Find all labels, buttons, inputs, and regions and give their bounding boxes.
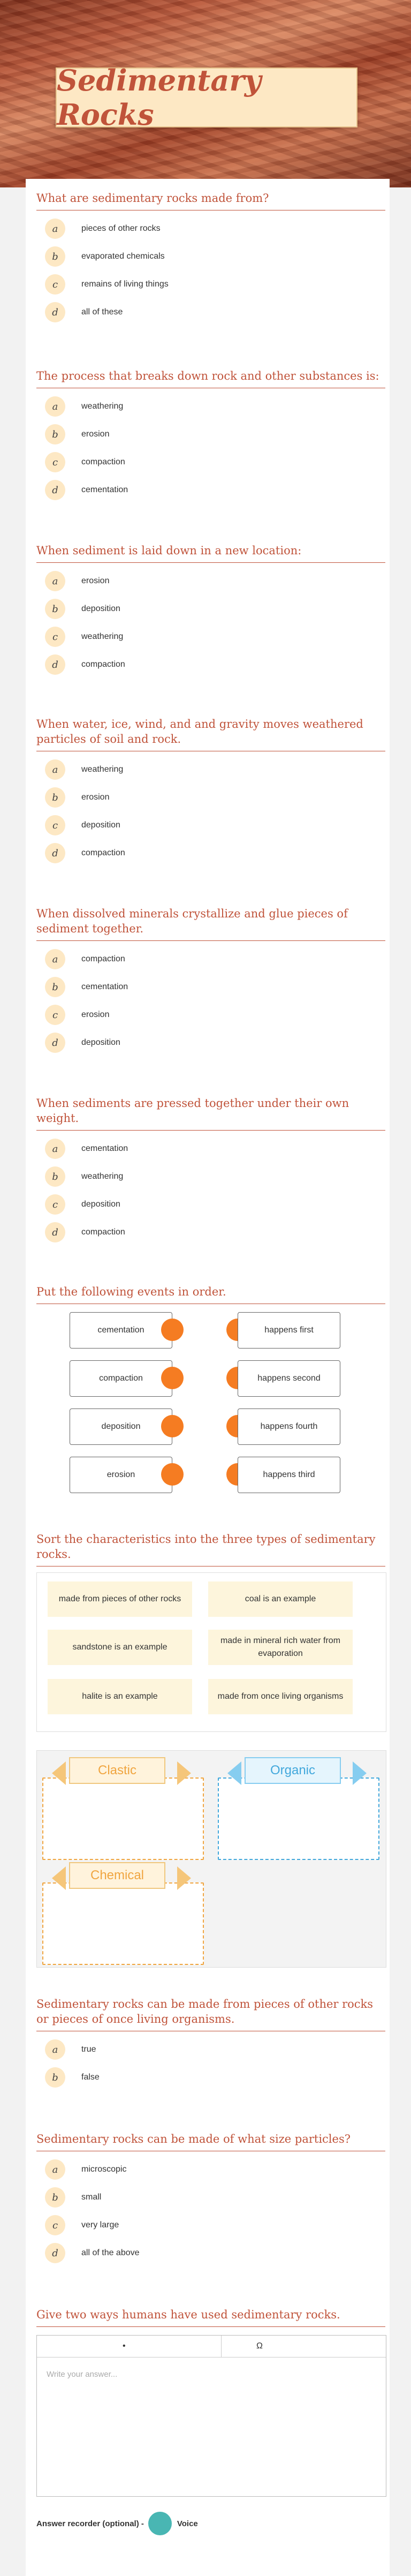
choice-letter: a: [45, 571, 65, 591]
choice-letter: b: [45, 1166, 65, 1187]
bin-chemical[interactable]: [42, 1882, 204, 1965]
sort-bins-area: [36, 1750, 386, 1968]
choice-label: weathering: [81, 402, 124, 411]
choice-label: compaction: [81, 954, 125, 963]
choice-d[interactable]: [36, 1218, 385, 1246]
question-text: When water, ice, wind, and and gravity moves weathered particles of soil and rock.: [36, 717, 385, 751]
hero-banner: [0, 0, 411, 187]
question-9: [36, 1997, 385, 2091]
ribbon-tail: [353, 1761, 367, 1785]
choice-letter: d: [45, 302, 65, 322]
choice-d[interactable]: [36, 1029, 385, 1057]
choice-a[interactable]: [36, 945, 385, 973]
choice-c[interactable]: [36, 623, 385, 651]
question-10: [36, 2131, 385, 2267]
choice-label: cementation: [81, 1144, 128, 1153]
question-5: [36, 906, 385, 1057]
choice-label: compaction: [81, 660, 125, 669]
choice-c[interactable]: [36, 270, 385, 298]
choice-letter: d: [45, 843, 65, 863]
choice-a[interactable]: [36, 393, 385, 420]
order-row: [36, 1312, 385, 1350]
question-text: When sediment is laid down in a new location:: [36, 543, 385, 563]
answer-recorder: [36, 2512, 198, 2535]
choice-c[interactable]: [36, 1191, 385, 1218]
choice-label: evaporated chemicals: [81, 252, 165, 261]
choice-letter: b: [45, 977, 65, 997]
choice-letter: c: [45, 1005, 65, 1025]
choice-b[interactable]: [36, 595, 385, 623]
question-text: Sort the characteristics into the three types of sedimentary rocks.: [36, 1532, 385, 1566]
choice-label: compaction: [81, 1227, 125, 1237]
connector-dot[interactable]: [161, 1319, 184, 1341]
choice-label: deposition: [81, 1200, 120, 1209]
voice-label[interactable]: Voice: [177, 2519, 198, 2528]
voice-record-button[interactable]: [148, 2512, 172, 2535]
choice-letter: a: [45, 1139, 65, 1159]
choice-letter: b: [45, 787, 65, 808]
ribbon-tail: [177, 1761, 191, 1785]
order-item[interactable]: compaction: [70, 1360, 172, 1397]
bin-organic[interactable]: [218, 1777, 379, 1860]
sort-item[interactable]: made from once living organisms: [208, 1679, 353, 1714]
bin-label-organic: Organic: [245, 1757, 341, 1784]
question-8-sort: [36, 1532, 385, 1976]
choice-label: pieces of other rocks: [81, 224, 161, 233]
question-text: What are sedimentary rocks made from?: [36, 191, 385, 210]
choice-letter: c: [45, 1194, 65, 1215]
question-4: [36, 717, 385, 867]
question-6: [36, 1096, 385, 1246]
question-text: When sediments are pressed together under their own weight.: [36, 1096, 385, 1131]
list-format-button[interactable]: •: [123, 2341, 126, 2351]
choice-label: deposition: [81, 604, 120, 613]
special-char-button[interactable]: Ω: [256, 2341, 263, 2351]
choice-d[interactable]: [36, 476, 385, 504]
question-1: [36, 191, 385, 326]
question-text: Give two ways humans have used sedimentary rocks.: [36, 2307, 385, 2327]
choice-letter: c: [45, 452, 65, 472]
ribbon-tail: [52, 1761, 66, 1785]
bin-clastic[interactable]: [42, 1777, 204, 1860]
choice-d[interactable]: [36, 839, 385, 867]
question-text: The process that breaks down rock and other substances is:: [36, 368, 385, 388]
question-3: [36, 543, 385, 679]
choice-letter: b: [45, 424, 65, 445]
choice-label: microscopic: [81, 2165, 127, 2174]
choice-label: deposition: [81, 1038, 120, 1047]
choice-a[interactable]: [36, 756, 385, 784]
sort-item-bank: [36, 1572, 386, 1732]
choice-label: weathering: [81, 632, 124, 641]
question-text: When dissolved minerals crystallize and glue pieces of sediment together.: [36, 906, 385, 941]
toolbar-divider: [221, 2336, 222, 2357]
choice-c[interactable]: [36, 2211, 385, 2239]
answer-editor[interactable]: [36, 2335, 386, 2497]
order-target: happens fourth: [238, 1408, 340, 1445]
choice-letter: c: [45, 2215, 65, 2235]
question-7-order: [36, 1284, 385, 1509]
choice-a[interactable]: [36, 2156, 385, 2183]
title-box: [56, 63, 357, 132]
order-target: happens first: [238, 1312, 340, 1349]
order-row: [36, 1408, 385, 1446]
order-target: happens second: [238, 1360, 340, 1397]
choice-letter: c: [45, 815, 65, 835]
choice-label: false: [81, 2073, 100, 2082]
answer-input-placeholder[interactable]: Write your answer...: [47, 2370, 118, 2379]
choice-label: cementation: [81, 485, 128, 494]
order-row: [36, 1457, 385, 1494]
recorder-label: Answer recorder (optional) -: [36, 2519, 144, 2528]
page-title: Sedimentary Rocks: [57, 63, 262, 132]
bin-label-clastic: Clastic: [69, 1757, 165, 1784]
choice-label: erosion: [81, 1010, 110, 1019]
choice-letter: d: [45, 1033, 65, 1053]
choice-b[interactable]: [36, 2063, 385, 2091]
order-item[interactable]: deposition: [70, 1408, 172, 1445]
choice-letter: a: [45, 396, 65, 417]
sort-item[interactable]: halite is an example: [48, 1679, 192, 1714]
choice-a[interactable]: [36, 1135, 385, 1163]
sort-item[interactable]: coal is an example: [208, 1581, 353, 1617]
choice-label: deposition: [81, 820, 120, 830]
choice-b[interactable]: [36, 973, 385, 1001]
choice-c[interactable]: [36, 811, 385, 839]
choice-letter: d: [45, 1222, 65, 1242]
choice-letter: b: [45, 246, 65, 267]
choice-label: erosion: [81, 576, 110, 585]
choice-label: all of the above: [81, 2248, 140, 2257]
choice-a[interactable]: [36, 215, 385, 243]
order-item[interactable]: cementation: [70, 1312, 172, 1349]
choice-label: weathering: [81, 765, 124, 774]
choice-b[interactable]: [36, 243, 385, 270]
choice-letter: a: [45, 2039, 65, 2060]
order-row: [36, 1360, 385, 1398]
choice-c[interactable]: [36, 448, 385, 476]
ribbon-tail: [177, 1866, 191, 1890]
choice-letter: a: [45, 759, 65, 780]
question-text: Put the following events in order.: [36, 1284, 385, 1304]
choice-d[interactable]: [36, 298, 385, 326]
choice-b[interactable]: [36, 420, 385, 448]
choice-a[interactable]: [36, 2036, 385, 2063]
choice-letter: d: [45, 480, 65, 500]
connector-dot[interactable]: [161, 1367, 184, 1389]
choice-b[interactable]: [36, 1163, 385, 1191]
order-item[interactable]: erosion: [70, 1457, 172, 1493]
choice-label: erosion: [81, 793, 110, 802]
choice-letter: a: [45, 949, 65, 969]
choice-a[interactable]: [36, 567, 385, 595]
choice-d[interactable]: [36, 651, 385, 679]
ribbon-tail: [227, 1761, 241, 1785]
connector-dot[interactable]: [161, 1415, 184, 1437]
connector-dot[interactable]: [161, 1463, 184, 1486]
editor-toolbar: [37, 2336, 386, 2357]
choice-letter: c: [45, 627, 65, 647]
choice-letter: d: [45, 654, 65, 675]
order-target: happens third: [238, 1457, 340, 1493]
choice-label: compaction: [81, 457, 125, 466]
choice-b[interactable]: [36, 2183, 385, 2211]
choice-label: remains of living things: [81, 280, 169, 289]
choice-b[interactable]: [36, 784, 385, 811]
choice-letter: b: [45, 599, 65, 619]
question-11-open: [36, 2307, 385, 2564]
sort-item[interactable]: made from pieces of other rocks: [48, 1581, 192, 1617]
choice-label: cementation: [81, 982, 128, 991]
question-text: Sedimentary rocks can be made of what size particles?: [36, 2131, 385, 2151]
ribbon-tail: [52, 1866, 66, 1890]
worksheet: [26, 179, 390, 2576]
choice-c[interactable]: [36, 1001, 385, 1029]
choice-letter: b: [45, 2067, 65, 2088]
choice-letter: c: [45, 274, 65, 295]
choice-label: true: [81, 2045, 96, 2054]
bin-label-chemical: Chemical: [69, 1862, 165, 1889]
sort-item[interactable]: sandstone is an example: [48, 1630, 192, 1665]
question-text: Sedimentary rocks can be made from pieces of other rocks or pieces of once living organisms.: [36, 1997, 385, 2031]
choice-label: compaction: [81, 848, 125, 857]
choice-letter: a: [45, 2159, 65, 2180]
choice-label: small: [81, 2193, 102, 2202]
question-2: [36, 368, 385, 504]
choice-letter: d: [45, 2243, 65, 2263]
choice-label: very large: [81, 2220, 119, 2229]
sort-item[interactable]: made in mineral rich water from evaporation: [208, 1630, 353, 1665]
choice-letter: a: [45, 219, 65, 239]
choice-label: erosion: [81, 430, 110, 439]
choice-label: all of these: [81, 307, 123, 317]
choice-letter: b: [45, 2187, 65, 2208]
choice-label: weathering: [81, 1172, 124, 1181]
choice-d[interactable]: [36, 2239, 385, 2267]
